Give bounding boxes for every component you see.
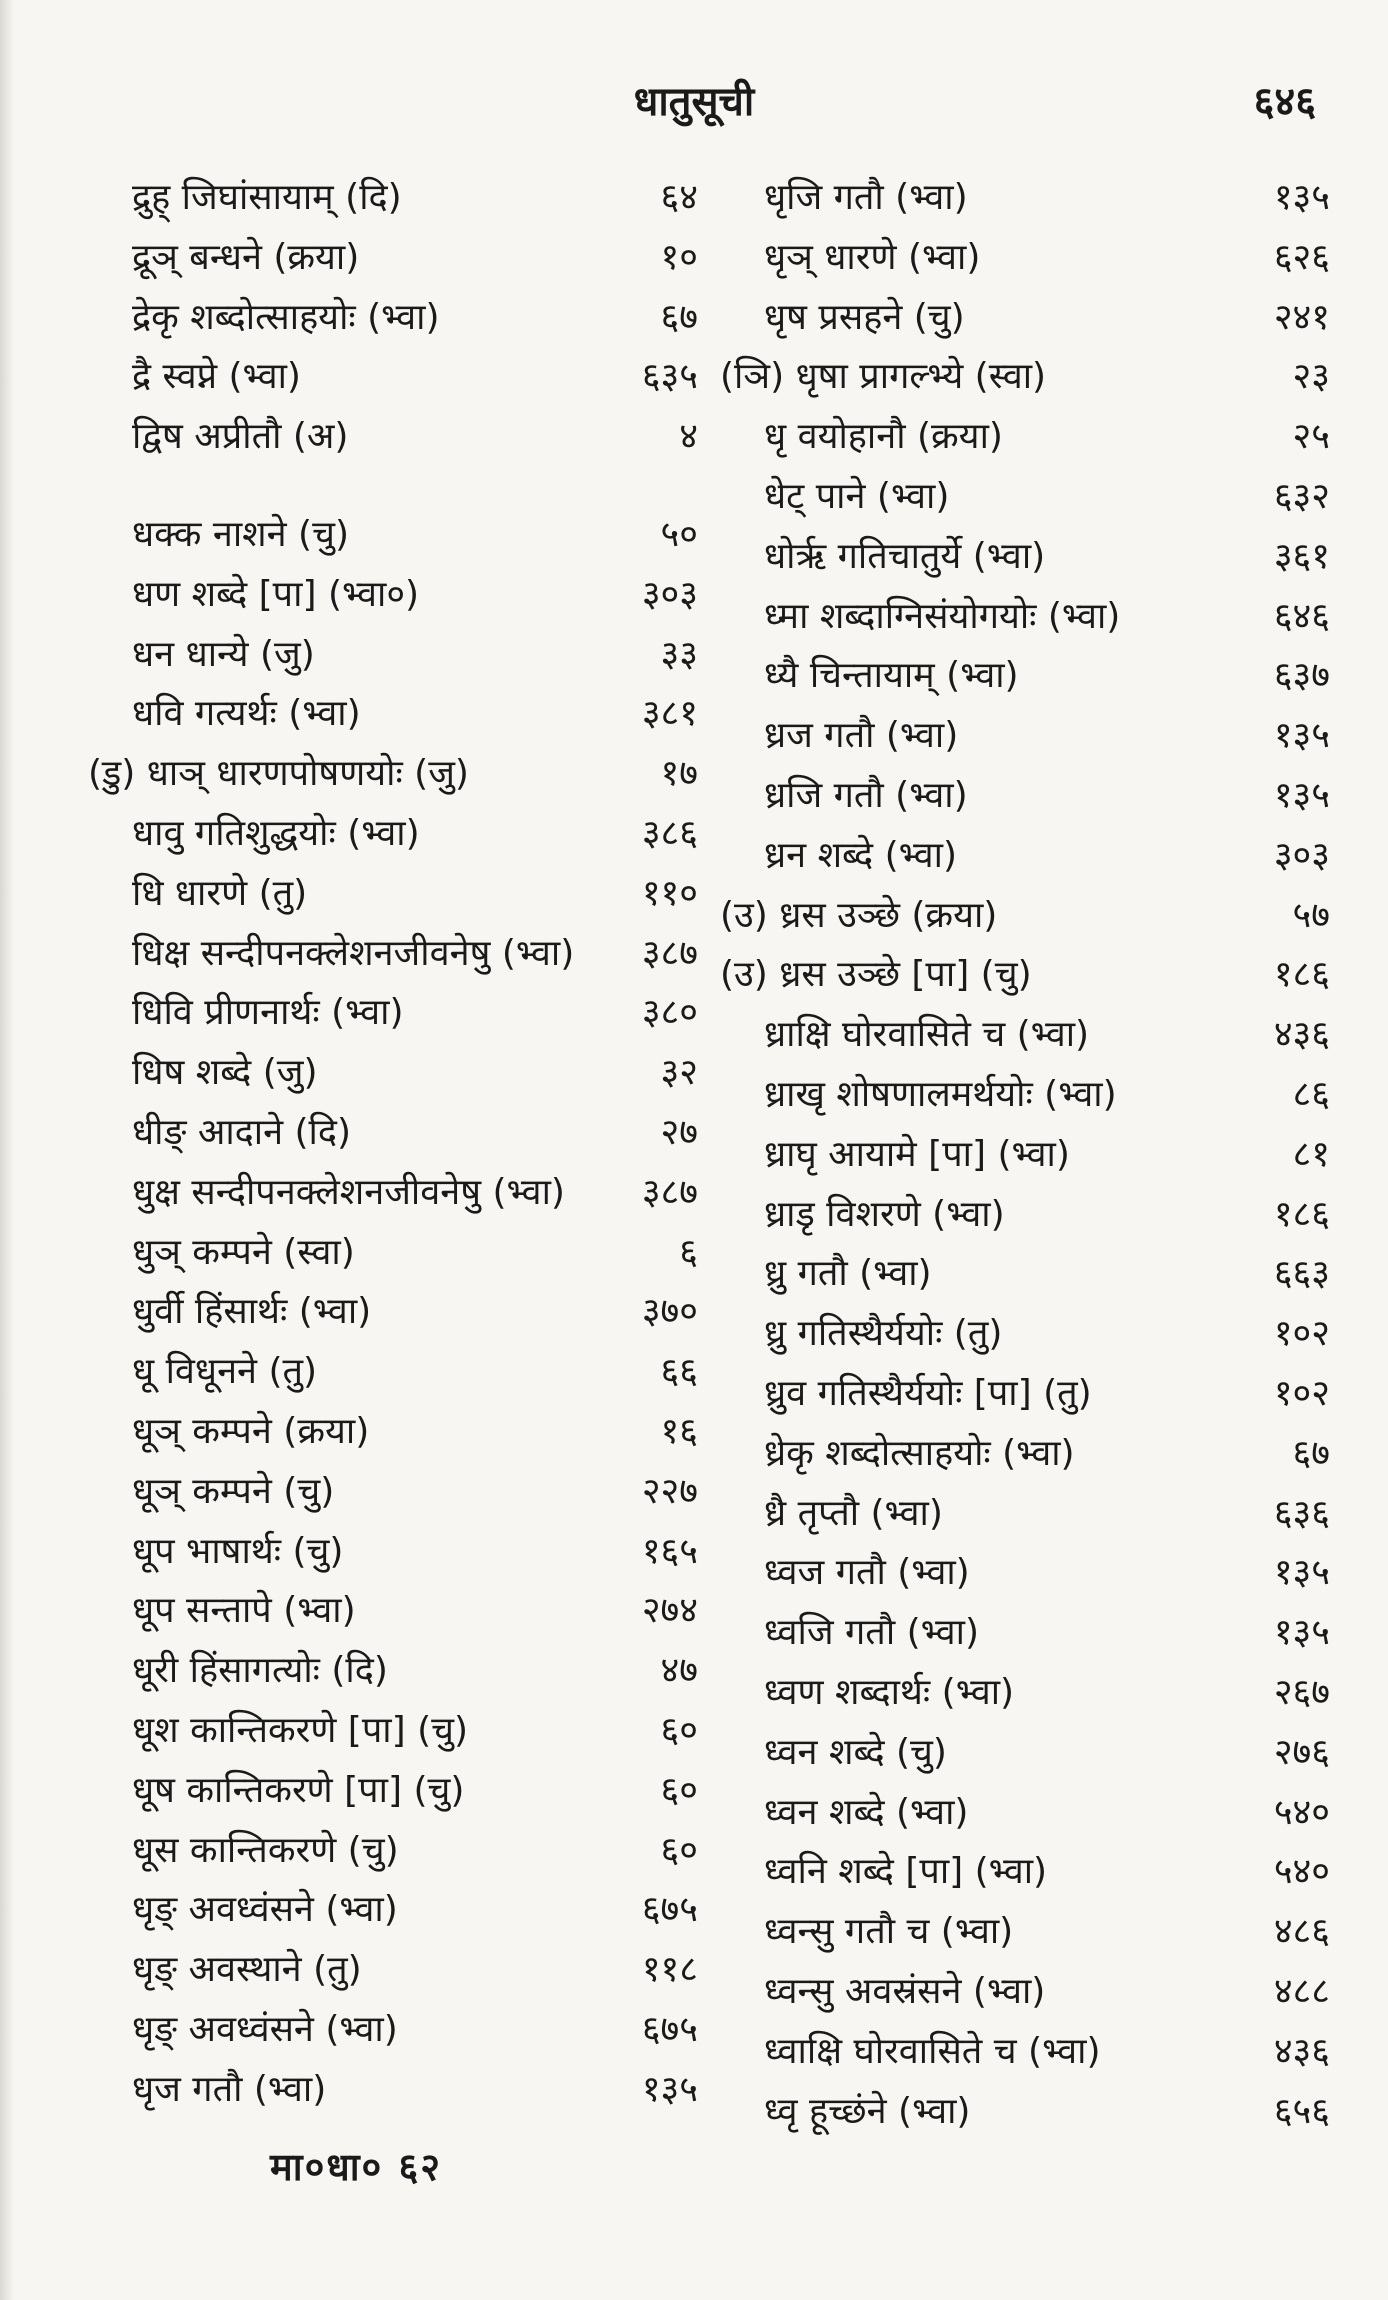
index-entry [88, 804, 698, 864]
index-entry [88, 1282, 698, 1342]
root-entry-text: धृङ् अवध्वंसने (भ्वा) [132, 1889, 398, 1931]
entry-page-ref: १६ [660, 1410, 698, 1452]
index-entry [88, 1581, 698, 1641]
index-entry [88, 1043, 698, 1103]
entry-page-ref: २२७ [641, 1470, 698, 1512]
entry-page-ref: ३८१ [641, 693, 698, 735]
root-entry-text: धीङ् आदाने (दि) [132, 1111, 352, 1153]
root-entry-text: धिष शब्दे (जु) [132, 1052, 318, 1094]
root-entry-text: (ञि) धृषा प्रागल्भ्ये (स्वा) [720, 356, 1047, 398]
entry-page-ref: ६७५ [641, 2008, 698, 2050]
entry-page-ref: ३२ [660, 1052, 698, 1094]
index-entry [720, 2082, 1330, 2142]
root-entry-text: ध्रुव गतिस्थैर्ययोः [पा] (तु) [764, 1372, 1092, 1414]
root-entry-text: द्रुह् जिघांसायाम् (दि) [132, 177, 402, 218]
entry-page-ref: ३०३ [641, 573, 698, 615]
page-binding-edge [0, 0, 14, 2300]
root-entry-text: ध्रेकृ शब्दोत्साहयोः (भ्वा) [764, 1432, 1075, 1474]
index-entry [88, 1940, 698, 2000]
root-entry-text: (उ) ध्रस उञ्छे [पा] (चु) [720, 954, 1032, 996]
root-entry-text: ध्राक्षि घोरवासिते च (भ्वा) [764, 1014, 1090, 1056]
index-entry [720, 1125, 1330, 1185]
index-entry [720, 1484, 1330, 1544]
entry-page-ref: २७४ [641, 1590, 698, 1632]
entry-page-ref: ६३६ [1273, 1492, 1330, 1534]
root-entry-text: द्विष अप्रीतौ (अ) [132, 416, 349, 458]
entry-page-ref: २३ [1292, 356, 1330, 398]
index-entry [88, 684, 698, 744]
entry-page-ref: २४१ [1273, 296, 1330, 338]
entry-page-ref: ३८७ [641, 1171, 698, 1213]
entry-page-ref: १० [660, 236, 698, 278]
index-entry [720, 1304, 1330, 1364]
entry-page-ref: ६ [679, 1231, 698, 1273]
root-entry-text: द्रै स्वप्ने (भ्वा) [132, 356, 301, 398]
index-entry [720, 1065, 1330, 1125]
entry-page-ref: ४७ [660, 1650, 698, 1692]
entry-page-ref: ११८ [641, 1949, 698, 1991]
right-column [720, 168, 1330, 2141]
entry-page-ref: १०२ [1273, 1372, 1330, 1414]
left-column [88, 168, 698, 2120]
entry-page-ref: १०२ [1273, 1313, 1330, 1355]
root-entry-text: ध्रज गतौ (भ्वा) [764, 715, 959, 757]
root-entry-text: धूप सन्तापे (भ्वा) [132, 1590, 356, 1632]
entry-page-ref: ६५६ [1273, 2090, 1330, 2132]
index-entry [88, 505, 698, 565]
entry-page-ref: ३८६ [641, 812, 698, 854]
index-entry [88, 983, 698, 1043]
index-entry [88, 1641, 698, 1701]
root-entry-text: ध्वन शब्दे (चु) [764, 1731, 947, 1773]
root-entry-text: ध्वन्सु अवस्रंसने (भ्वा) [764, 1970, 1046, 2012]
index-entry [88, 625, 698, 685]
entry-page-ref: ६० [660, 1829, 698, 1871]
root-entry-text: ध्रु गतौ (भ्वा) [764, 1253, 932, 1295]
entry-page-ref: ३७० [641, 1291, 698, 1333]
entry-page-ref: ४८६ [1273, 1911, 1330, 1953]
entry-page-ref: ५७ [1292, 894, 1330, 936]
root-entry-text: धावु गतिशुद्धयोः (भ्वा) [132, 812, 420, 854]
index-entry [88, 1103, 698, 1163]
entry-page-ref: ४३६ [1273, 1014, 1330, 1056]
index-entry [720, 1962, 1330, 2022]
entry-page-ref: १३५ [641, 2068, 698, 2110]
index-entry [720, 587, 1330, 647]
entry-page-ref: १३५ [1273, 1612, 1330, 1654]
root-entry-text: ध्वन्सु गतौ च (भ्वा) [764, 1911, 1014, 1953]
entry-page-ref: १८६ [1273, 954, 1330, 996]
root-entry-text: (डु) धाञ् धारणपोषणयोः (जु) [88, 753, 469, 795]
index-entry [720, 1783, 1330, 1843]
entry-page-ref: ५४० [1273, 1791, 1330, 1833]
root-entry-text: ध्वृ हूच्छंने (भ्वा) [764, 2090, 971, 2132]
entry-page-ref: ४ [679, 416, 698, 458]
index-entry [88, 1761, 698, 1821]
root-entry-text: ध्रन शब्दे (भ्वा) [764, 834, 958, 876]
index-entry [720, 288, 1330, 348]
root-entry-text: ध्रै तृप्तौ (भ्वा) [764, 1492, 943, 1534]
root-entry-text: धृङ् अवस्थाने (तु) [132, 1949, 362, 1991]
entry-page-ref: ६३५ [641, 356, 698, 398]
root-entry-text: ध्राडृ विशरणे (भ्वा) [764, 1193, 1005, 1235]
entry-page-ref: १३५ [1273, 774, 1330, 816]
index-entry [720, 1244, 1330, 1304]
index-entry [720, 886, 1330, 946]
root-entry-text: (उ) ध्रस उञ्छे (क्रया) [720, 894, 998, 936]
root-entry-text: धृष प्रसहने (चु) [764, 296, 965, 338]
index-entry [88, 2060, 698, 2120]
entry-page-ref: ३८० [641, 992, 698, 1034]
entry-page-ref: ८६ [1292, 1073, 1330, 1115]
entry-page-ref: ६६३ [1273, 1253, 1330, 1295]
root-entry-text: धुञ् कम्पने (स्वा) [132, 1231, 355, 1273]
entry-page-ref: ६७ [660, 296, 698, 338]
section-gap [88, 467, 698, 505]
index-entry [88, 288, 698, 348]
index-entry [88, 347, 698, 407]
root-entry-text: धिक्ष सन्दीपनक्लेशनजीवनेषु (भ्वा) [132, 932, 575, 974]
index-entry [88, 1821, 698, 1881]
index-entry [88, 1163, 698, 1223]
index-entry [720, 1543, 1330, 1603]
root-entry-text: ध्वजि गतौ (भ्वा) [764, 1612, 980, 1654]
page-header [0, 72, 1388, 132]
index-entry [720, 2022, 1330, 2082]
root-entry-text: धवि गत्यर्थः (भ्वा) [132, 693, 361, 735]
entry-page-ref: २७ [660, 1111, 698, 1153]
index-entry [720, 228, 1330, 288]
root-entry-text: धूञ् कम्पने (क्रया) [132, 1410, 370, 1452]
root-entry-text: ध्राखृ शोषणालमर्थयोः (भ्वा) [764, 1073, 1117, 1115]
entry-page-ref: ४८८ [1273, 1970, 1330, 2012]
entry-page-ref: ६० [660, 1769, 698, 1811]
root-entry-text: धि धारणे (तु) [132, 872, 308, 914]
index-entry [720, 467, 1330, 527]
entry-page-ref: ६३२ [1273, 475, 1330, 517]
root-entry-text: धूष कान्तिकरणे [पा] (चु) [132, 1769, 465, 1811]
root-entry-text: ध्वाक्षि घोरवासिते च (भ्वा) [764, 2030, 1101, 2072]
running-title: धातुसूची [633, 79, 755, 125]
index-entry [720, 407, 1330, 467]
index-entry [720, 945, 1330, 1005]
entry-page-ref: ५४० [1273, 1851, 1330, 1893]
entry-page-ref: ३३ [660, 633, 698, 675]
root-entry-text: ध्रजि गतौ (भ्वा) [764, 774, 968, 816]
index-entry [720, 347, 1330, 407]
root-entry-text: ध्वण शब्दार्थः (भ्वा) [764, 1671, 1015, 1713]
entry-page-ref: ४३६ [1273, 2030, 1330, 2072]
index-entry [88, 1462, 698, 1522]
index-entry [88, 168, 698, 228]
index-entry [720, 766, 1330, 826]
root-entry-text: ध्यै चिन्तायाम् (भ्वा) [764, 655, 1019, 697]
entry-page-ref: ६४६ [1273, 595, 1330, 637]
entry-page-ref: ६७ [1292, 1432, 1330, 1474]
entry-page-ref: १८६ [1273, 1193, 1330, 1235]
root-entry-text: धेट् पाने (भ्वा) [764, 475, 950, 517]
root-entry-text: ध्वनि शब्दे [पा] (भ्वा) [764, 1851, 1048, 1893]
index-entry [88, 407, 698, 467]
entry-page-ref: ८१ [1292, 1133, 1330, 1175]
index-entry [720, 1723, 1330, 1783]
root-entry-text: धृ वयोहानौ (क्रया) [764, 416, 1003, 458]
entry-page-ref: ३६१ [1273, 535, 1330, 577]
root-entry-text: धूप भाषार्थः (चु) [132, 1530, 344, 1572]
root-entry-text: धू विधूनने (तु) [132, 1351, 318, 1393]
index-entry [88, 1223, 698, 1283]
root-entry-text: धृज गतौ (भ्वा) [132, 2068, 327, 2110]
entry-page-ref: २६७ [1273, 1671, 1330, 1713]
root-entry-text: धक्क नाशने (चु) [132, 513, 350, 555]
entry-page-ref: ६७५ [641, 1889, 698, 1931]
page-number: ६४६ [1253, 79, 1316, 125]
index-entry [88, 1342, 698, 1402]
entry-page-ref: ११० [641, 872, 698, 914]
index-entry [720, 168, 1330, 228]
root-entry-text: ध्राघृ आयामे [पा] (भ्वा) [764, 1133, 1070, 1175]
index-entry [88, 864, 698, 924]
root-entry-text: धृञ् धारणे (भ्वा) [764, 236, 981, 278]
index-entry [720, 1603, 1330, 1663]
entry-page-ref: ६० [660, 1709, 698, 1751]
index-entry [720, 1902, 1330, 1962]
index-entry [720, 646, 1330, 706]
index-entry [720, 1364, 1330, 1424]
entry-page-ref: २७६ [1273, 1731, 1330, 1773]
root-entry-text: धिवि प्रीणनार्थः (भ्वा) [132, 992, 404, 1034]
index-entry [720, 1185, 1330, 1245]
entry-page-ref: ६३७ [1273, 655, 1330, 697]
root-entry-text: ध्वज गतौ (भ्वा) [764, 1552, 970, 1594]
entry-page-ref: ६६ [660, 1351, 698, 1393]
index-entry [88, 1880, 698, 1940]
index-entry [720, 826, 1330, 886]
index-entry [720, 1005, 1330, 1065]
index-entry [88, 744, 698, 804]
root-entry-text: द्रेकृ शब्दोत्साहयोः (भ्वा) [132, 296, 440, 338]
root-entry-text: द्रूञ् बन्धने (क्रया) [132, 236, 360, 278]
index-entry [720, 1842, 1330, 1902]
entry-page-ref: १६५ [641, 1530, 698, 1572]
entry-page-ref: ५० [660, 513, 698, 555]
index-entry [720, 1424, 1330, 1484]
root-entry-text: धुर्वी हिंसार्थः (भ्वा) [132, 1291, 372, 1333]
root-entry-text: धृजि गतौ (भ्वा) [764, 177, 968, 218]
signature-mark: मा०धा० ६२ [270, 2145, 443, 2189]
entry-page-ref: १३५ [1273, 715, 1330, 757]
root-entry-text: ध्वन शब्दे (भ्वा) [764, 1791, 969, 1833]
entry-page-ref: १७ [660, 753, 698, 795]
root-entry-text: धूश कान्तिकरणे [पा] (चु) [132, 1709, 469, 1751]
root-entry-text: धृङ् अवध्वंसने (भ्वा) [132, 2008, 398, 2050]
index-entry [88, 228, 698, 288]
root-entry-text: धुक्ष सन्दीपनक्लेशनजीवनेषु (भ्वा) [132, 1171, 565, 1213]
entry-page-ref: २५ [1292, 416, 1330, 458]
index-entry [88, 565, 698, 625]
index-entry [88, 1522, 698, 1582]
index-entry [720, 527, 1330, 587]
index-entry [88, 1701, 698, 1761]
index-entry [720, 706, 1330, 766]
index-entry [88, 2000, 698, 2060]
root-entry-text: धण शब्दे [पा] (भ्वा०) [132, 573, 420, 615]
index-entry [720, 1663, 1330, 1723]
root-entry-text: धूस कान्तिकरणे (चु) [132, 1829, 399, 1871]
root-entry-text: ध्मा शब्दाग्निसंयोगयोः (भ्वा) [764, 595, 1121, 637]
entry-page-ref: ३८७ [641, 932, 698, 974]
root-entry-text: धूञ् कम्पने (चु) [132, 1470, 335, 1512]
root-entry-text: धोर्ऋ गतिचातुर्ये (भ्वा) [764, 535, 1046, 577]
index-entry [88, 1402, 698, 1462]
root-entry-text: धन धान्ये (जु) [132, 633, 315, 675]
entry-page-ref: ६२६ [1273, 236, 1330, 278]
root-entry-text: ध्रु गतिस्थैर्ययोः (तु) [764, 1313, 1003, 1355]
entry-page-ref: ६४ [660, 177, 698, 218]
entry-page-ref: १३५ [1273, 1552, 1330, 1594]
root-entry-text: धूरी हिंसागत्योः (दि) [132, 1650, 388, 1692]
index-entry [88, 924, 698, 984]
entry-page-ref: ३०३ [1273, 834, 1330, 876]
entry-page-ref: १३५ [1273, 177, 1330, 218]
